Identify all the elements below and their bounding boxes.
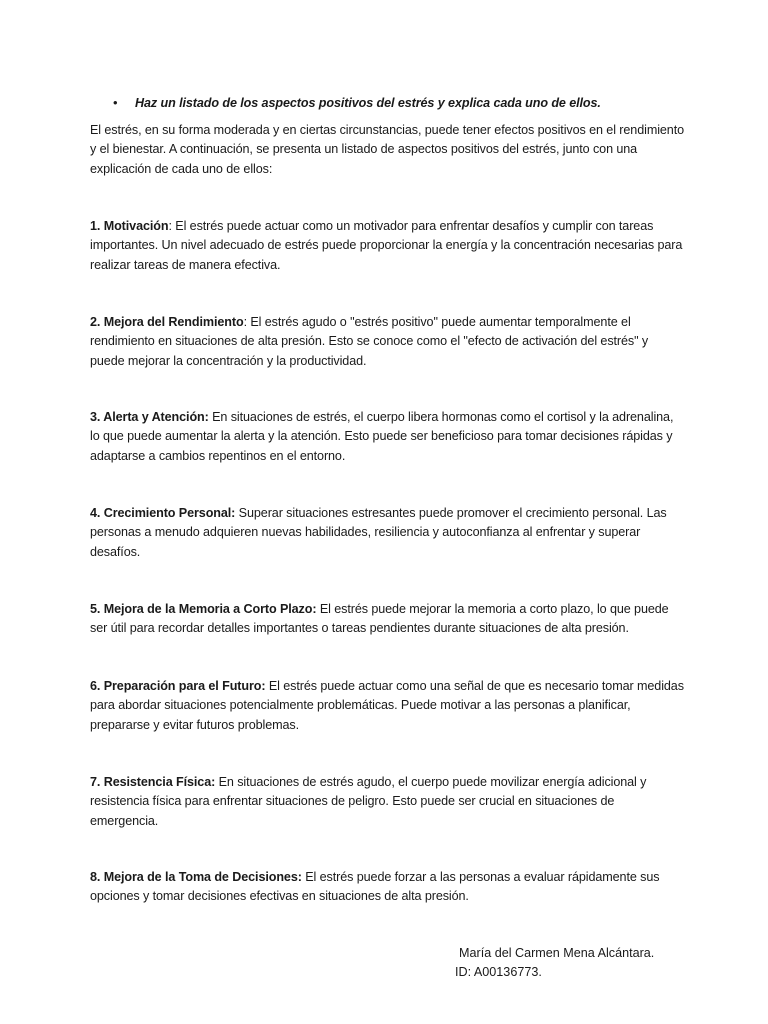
item-text: En situaciones de estrés agudo, el cuerpo puede movilizar energía adicional y resistencia física para enfrentar situaciones de peligro. Esto puede ser crucial en situaciones de emergencia. [90, 775, 647, 828]
item-title: 2. Mejora del Rendimiento [90, 315, 244, 329]
item-separator: : [243, 315, 247, 329]
bullet-icon: • [113, 95, 118, 110]
item-text: El estrés puede actuar como un motivador para enfrentar desafíos y cumplir con tareas importantes. Un nivel adecuado de estrés puede proporcionar la energía y la concentración necesarias para realizar tareas de manera efectiva. [90, 219, 683, 272]
list-item-resistencia-fisica [90, 773, 684, 831]
item-title: 7. Resistencia Física: [90, 775, 216, 789]
list-item-preparacion-futuro [90, 677, 684, 735]
item-title: 8. Mejora de la Toma de Decisiones: [90, 870, 302, 884]
item-text: En situaciones de estrés, el cuerpo libera hormonas como el cortisol y la adrenalina, lo que puede aumentar la alerta y la atención. Esto puede ser beneficioso para tomar decisiones rápidas y adaptarse a cambios repentinos en el entorno. [90, 410, 674, 463]
question-heading: Haz un listado de los aspectos positivos del estrés y explica cada uno de ellos. [135, 96, 601, 110]
list-item-mejora-rendimiento [90, 313, 684, 371]
item-text: Superar situaciones estresantes puede promover el crecimiento personal. Las personas a menudo adquieren nuevas habilidades, resiliencia y autoconfianza al enfrentar y superar desafíos. [90, 506, 667, 559]
item-title: 4. Crecimiento Personal: [90, 506, 236, 520]
item-separator: : [168, 219, 172, 233]
list-item-toma-decisiones [90, 868, 684, 907]
author-name: María del Carmen Mena Alcántara. [459, 946, 655, 960]
intro-paragraph: El estrés, en su forma moderada y en ciertas circunstancias, puede tener efectos positivos en el rendimiento y el bienestar. A continuación, se presenta un listado de aspectos positivos del estrés, junto con una explicación de cada uno de ellos: [90, 123, 685, 176]
list-item-motivacion [90, 217, 684, 275]
item-text: El estrés puede actuar como una señal de que es necesario tomar medidas para abordar situaciones potencialmente problemáticas. Puede motivar a las personas a planificar, prepararse y evitar futuros problemas. [90, 679, 684, 732]
author-id: ID: A00136773. [455, 965, 542, 980]
question-bullet-item [113, 93, 713, 113]
signature-block [455, 944, 654, 983]
item-title: 6. Preparación para el Futuro: [90, 679, 266, 693]
list-item-crecimiento-personal [90, 504, 684, 562]
item-text: El estrés puede mejorar la memoria a corto plazo, lo que puede ser útil para recordar detalles importantes o tareas pendientes durante situaciones de alta presión. [90, 602, 669, 636]
item-title: 3. Alerta y Atención: [90, 410, 209, 424]
item-title: 1. Motivación [90, 219, 169, 233]
list-item-alerta-atencion [90, 408, 684, 466]
item-text: El estrés agudo o "estrés positivo" puede aumentar temporalmente el rendimiento en situaciones de alta presión. Esto se conoce como el "efecto de activación del estrés" y puede mejorar la concentración y la productividad. [90, 315, 649, 368]
list-item-memoria-corto-plazo [90, 600, 684, 639]
item-title: 5. Mejora de la Memoria a Corto Plazo: [90, 602, 317, 616]
item-text: El estrés puede forzar a las personas a evaluar rápidamente sus opciones y tomar decisiones efectivas en situaciones de alta presión. [90, 870, 660, 904]
